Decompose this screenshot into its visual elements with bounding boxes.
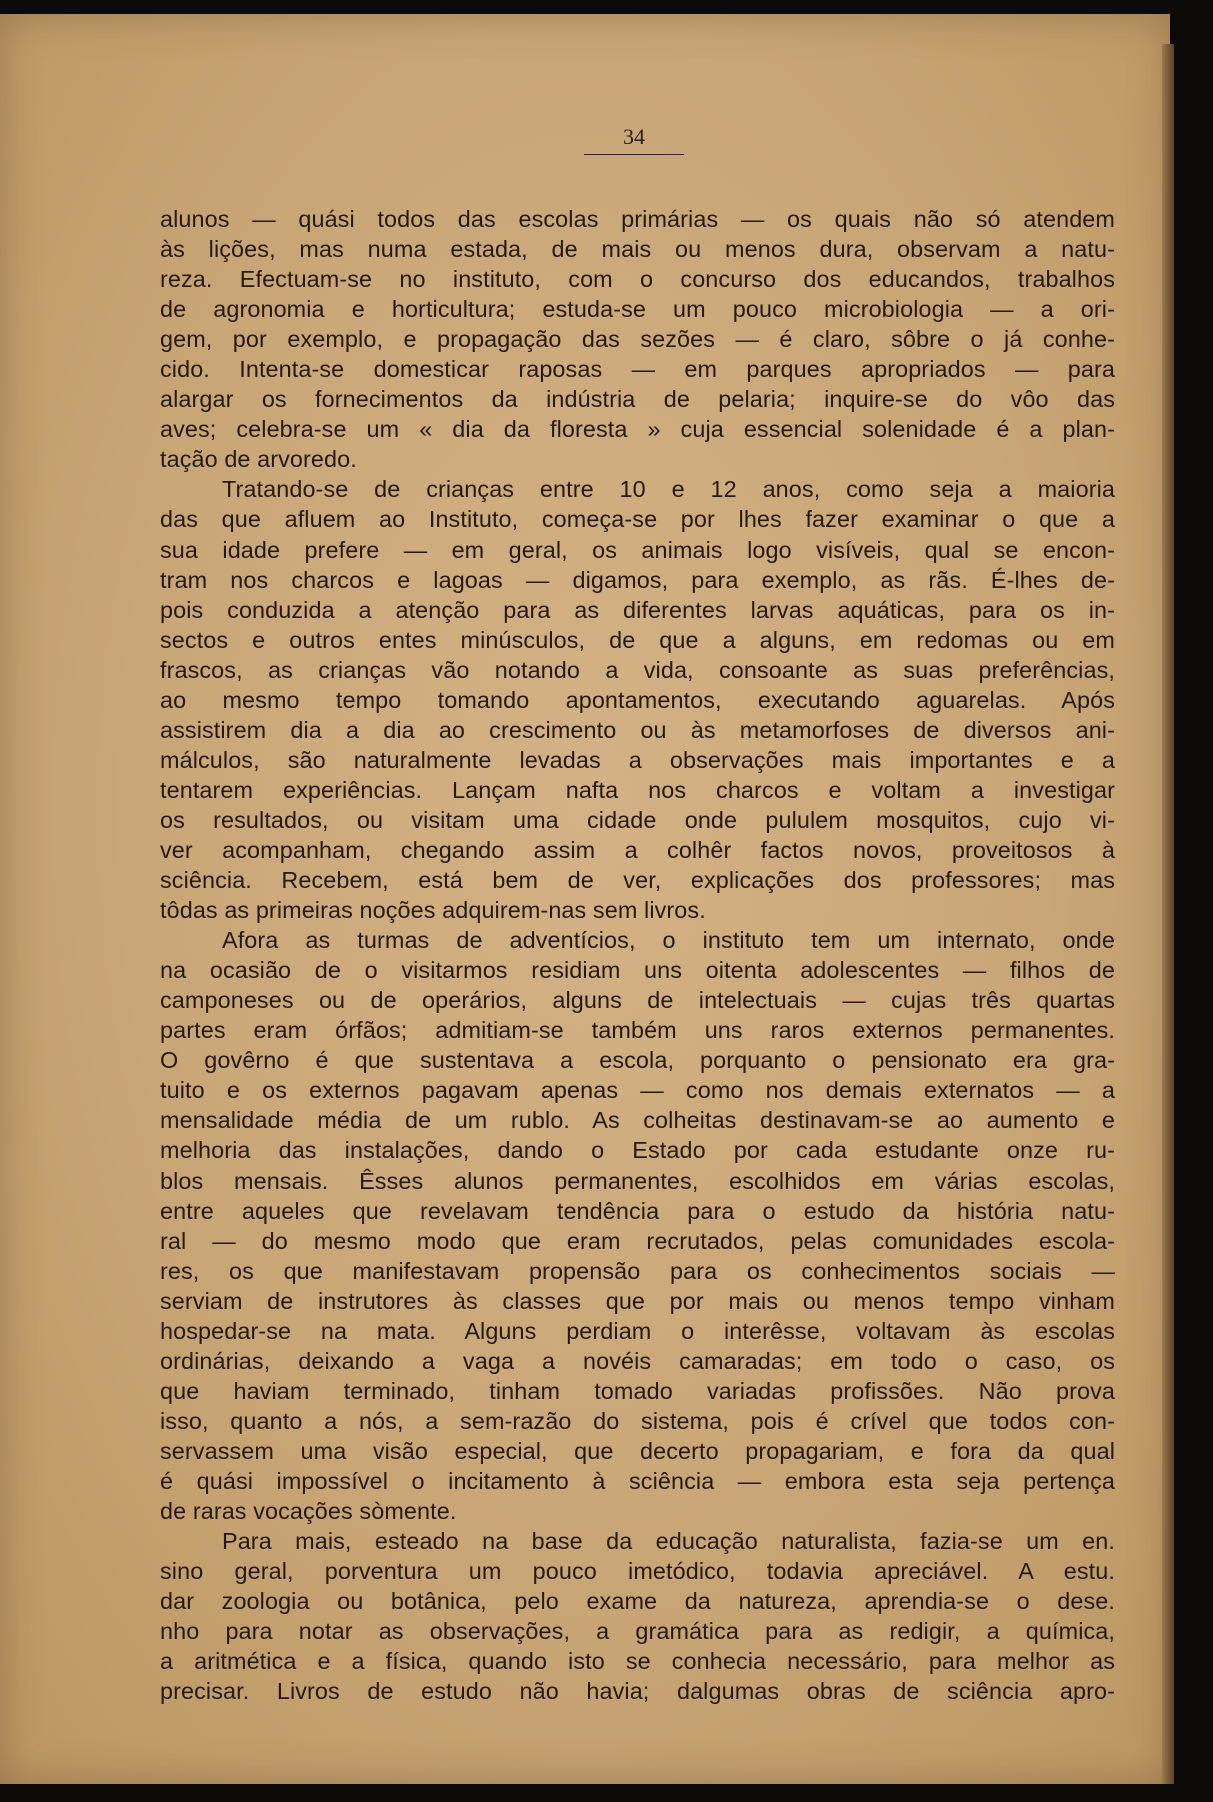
text-line: de agronomia e horticultura; estuda-se um pouco microbiologia — a ori-: [160, 296, 1115, 323]
text-line: hospedar-se na mata. Alguns perdiam o interêsse, voltavam às escolas: [160, 1317, 1115, 1344]
text-line: servassem uma visão especial, que decerto propagariam, e fora da qual: [160, 1437, 1115, 1464]
text-line: entre aqueles que revelavam tendência para o estudo da história natu-: [160, 1197, 1115, 1224]
text-line: de raras vocações sòmente.: [160, 1498, 457, 1525]
text-line: res, os que manifestavam propensão para os conhecimentos sociais —: [160, 1257, 1115, 1284]
text-line: tôdas as primeiras noções adquirem-nas sem livros.: [160, 897, 706, 924]
text-line: sciência. Recebem, está bem de ver, explicações dos professores; mas: [160, 867, 1115, 894]
text-line: Afora as turmas de adventícios, o instituto tem um internato, onde: [222, 927, 1115, 954]
text-line: alunos — quási todos das escolas primárias — os quais não só atendem: [160, 206, 1115, 232]
text-line: precisar. Livros de estudo não havia; dalgumas obras de sciência apro-: [160, 1678, 1115, 1705]
text-line: partes eram órfãos; admitiam-se também uns raros externos permanentes.: [160, 1017, 1115, 1044]
text-line: assistirem dia a dia ao crescimento ou às metamorfoses de diversos ani-: [160, 716, 1115, 743]
text-line: sectos e outros entes minúsculos, de que a alguns, em redomas ou em: [160, 626, 1115, 653]
text-line: nho para notar as observações, a gramática para as redigir, a química,: [160, 1618, 1115, 1645]
text-line: cido. Intenta-se domesticar raposas — em parques apropriados — para: [160, 356, 1115, 383]
text-line: tentarem experiências. Lançam nafta nos charcos e voltam a investigar: [160, 776, 1115, 803]
text-line: serviam de instrutores às classes que por mais ou menos tempo vinham: [160, 1287, 1115, 1314]
text-line: camponeses ou de operários, alguns de intelectuais — cujas três quartas: [160, 987, 1115, 1014]
book-page: [0, 14, 1170, 1784]
text-line: ao mesmo tempo tomando apontamentos, executando aguarelas. Após: [160, 686, 1115, 713]
text-line: na ocasião de o visitarmos residiam uns oitenta adolescentes — filhos de: [160, 957, 1115, 984]
text-line: gem, por exemplo, e propagação das sezões — é claro, sôbre o já conhe-: [160, 326, 1115, 353]
page-edge: [1162, 44, 1174, 1784]
body-text: [160, 204, 1115, 1706]
text-line: é quási impossível o incitamento à sciência — embora esta seja pertença: [160, 1467, 1115, 1494]
text-line: a aritmética e a física, quando isto se conhecia necessário, para melhor as: [160, 1648, 1115, 1675]
text-line: alargar os fornecimentos da indústria de pelaria; inquire-se do vôo das: [160, 386, 1115, 413]
text-line: blos mensais. Êsses alunos permanentes, escolhidos em várias escolas,: [160, 1167, 1115, 1194]
page-number: 34: [584, 124, 684, 155]
text-line: pois conduzida a atenção para as diferentes larvas aquáticas, para os in-: [160, 596, 1115, 623]
text-line: os resultados, ou visitam uma cidade onde pululem mosquitos, cujo vi-: [160, 806, 1115, 833]
text-line: Para mais, esteado na base da educação naturalista, fazia-se um en.: [222, 1528, 1115, 1555]
text-line: aves; celebra-se um « dia da floresta » cuja essencial solenidade é a plan-: [160, 416, 1115, 443]
text-line: ordinárias, deixando a vaga a novéis camaradas; em todo o caso, os: [160, 1347, 1115, 1374]
text-line: sino geral, porventura um pouco imetódico, todavia apreciável. A estu.: [160, 1558, 1115, 1585]
text-line: isso, quanto a nós, a sem-razão do sistema, pois é crível que todos con-: [160, 1407, 1115, 1434]
text-line: málculos, são naturalmente levadas a observações mais importantes e a: [160, 746, 1115, 773]
text-line: reza. Efectuam-se no instituto, com o concurso dos educandos, trabalhos: [160, 266, 1115, 293]
text-line: Tratando-se de crianças entre 10 e 12 anos, como seja a maioria: [222, 476, 1115, 503]
text-line: sua idade prefere — em geral, os animais logo visíveis, qual se encon-: [160, 536, 1115, 563]
text-line: dar zoologia ou botânica, pelo exame da natureza, aprendia-se o dese.: [160, 1588, 1115, 1615]
text-line: ral — do mesmo modo que eram recrutados, pelas comunidades escola-: [160, 1227, 1115, 1254]
text-line: tram nos charcos e lagoas — digamos, para exemplo, as rãs. É-lhes de-: [160, 566, 1115, 593]
text-line: ver acompanham, chegando assim a colhêr factos novos, proveitosos à: [160, 836, 1115, 863]
text-line: mensalidade média de um rublo. As colheitas destinavam-se ao aumento e: [160, 1107, 1115, 1134]
text-line: melhoria das instalações, dando o Estado por cada estudante onze ru-: [160, 1137, 1115, 1164]
text-line: das que afluem ao Instituto, começa-se por lhes fazer examinar o que a: [160, 506, 1115, 533]
text-line: tuito e os externos pagavam apenas — como nos demais externatos — a: [160, 1077, 1115, 1104]
text-line: tação de arvoredo.: [160, 446, 357, 473]
text-line: que haviam terminado, tinham tomado variadas profissões. Não prova: [160, 1377, 1115, 1404]
text-line: às lições, mas numa estada, de mais ou menos dura, observam a natu-: [160, 236, 1115, 263]
text-line: O govêrno é que sustentava a escola, porquanto o pensionato era gra-: [160, 1047, 1115, 1074]
text-line: frascos, as crianças vão notando a vida, consoante as suas preferências,: [160, 656, 1115, 683]
